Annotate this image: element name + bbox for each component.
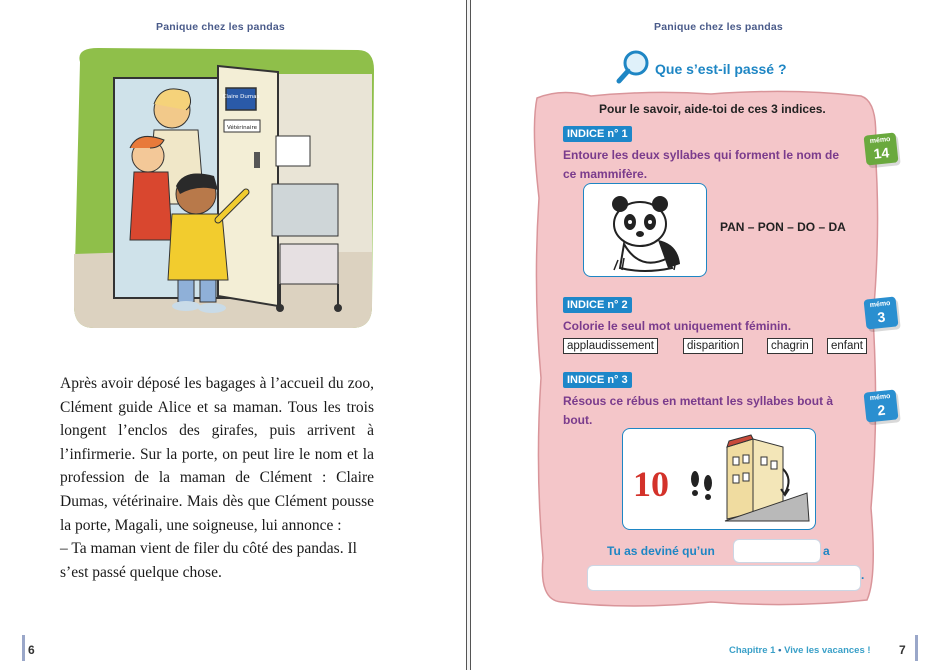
page-number-left: 6 bbox=[28, 643, 35, 657]
answer-prefix: Tu as deviné qu’un bbox=[607, 544, 715, 558]
memo-number: 3 bbox=[876, 308, 887, 326]
left-page bbox=[0, 0, 466, 670]
door-sign-profession: Vétérinaire bbox=[227, 125, 257, 131]
folio-bar-right bbox=[915, 635, 918, 661]
right-page bbox=[471, 0, 937, 670]
word-option-1[interactable]: applaudissement bbox=[563, 338, 658, 354]
street-corner-icon bbox=[723, 433, 811, 525]
magnifier-icon bbox=[616, 49, 652, 85]
word-option-3[interactable]: chagrin bbox=[767, 338, 813, 354]
memo-number: 2 bbox=[876, 401, 887, 419]
indice-1-label: INDICE n° 1 bbox=[563, 126, 632, 142]
story-text bbox=[60, 372, 374, 584]
intro-text: Pour le savoir, aide-toi de ces 3 indices. bbox=[599, 102, 826, 116]
story-illustration bbox=[68, 44, 378, 332]
answer-blank-1[interactable] bbox=[733, 539, 821, 563]
indice-2-instruction: Colorie le seul mot uniquement féminin. bbox=[563, 319, 792, 333]
story-dialogue: – Ta maman vient de filer du côté des pandas. Il s’est passé quelque chose. bbox=[60, 540, 357, 581]
section-title: Que s’est-il passé ? bbox=[655, 61, 787, 77]
panda-picture-box bbox=[583, 183, 707, 277]
indice-3-label: INDICE n° 3 bbox=[563, 372, 632, 388]
chapter-footer bbox=[729, 645, 871, 656]
panda-icon bbox=[584, 184, 706, 276]
answer-end: . bbox=[861, 568, 865, 582]
chapter-separator: • bbox=[778, 645, 782, 656]
word-option-4[interactable]: enfant bbox=[827, 338, 867, 354]
rebus-number: 10 bbox=[633, 464, 669, 504]
door-sign-name: Claire Dumas bbox=[222, 94, 260, 100]
footprints-icon bbox=[687, 469, 717, 503]
indice-1-instruction: Entoure les deux syllabes qui forment le nom de ce mammifère. bbox=[563, 148, 840, 181]
memo-label: mémo bbox=[869, 135, 891, 146]
story-paragraph: Après avoir déposé les bagages à l’accueil du zoo, Clément guide Alice et sa maman. Tous les trois longent l’enclos des girafes, puis arrivent à l’infirmerie. Sur la porte, on peut lire le nom et la profession de la maman de Clément : Claire Dumas, vétérinaire. Mais dès que Clément pousse la porte, Magali, une soigneuse, lui annonce : bbox=[60, 375, 374, 534]
memo-label: mémo bbox=[869, 299, 891, 310]
memo-badge-1[interactable] bbox=[864, 132, 899, 165]
memo-number: 14 bbox=[872, 144, 890, 162]
indice-2-label: INDICE n° 2 bbox=[563, 297, 632, 313]
chapter-title: Vive les vacances ! bbox=[784, 645, 871, 656]
folio-bar-left bbox=[22, 635, 25, 661]
word-option-2[interactable]: disparition bbox=[683, 338, 743, 354]
chapter-label: Chapitre 1 bbox=[729, 645, 776, 656]
indice-3-instruction: Résous ce rébus en mettant les syllabes bout à bout. bbox=[563, 394, 834, 427]
running-title-left: Panique chez les pandas bbox=[156, 21, 285, 33]
answer-blank-2[interactable] bbox=[587, 565, 861, 591]
memo-label: mémo bbox=[869, 392, 891, 403]
page-number-right: 7 bbox=[899, 643, 906, 657]
memo-badge-3[interactable] bbox=[864, 389, 899, 422]
running-title-right: Panique chez les pandas bbox=[654, 21, 783, 33]
answer-middle: a bbox=[823, 544, 830, 558]
memo-badge-2[interactable] bbox=[864, 296, 899, 329]
rebus-box bbox=[622, 428, 816, 530]
syllables-choice[interactable]: PAN – PON – DO – DA bbox=[720, 220, 846, 234]
